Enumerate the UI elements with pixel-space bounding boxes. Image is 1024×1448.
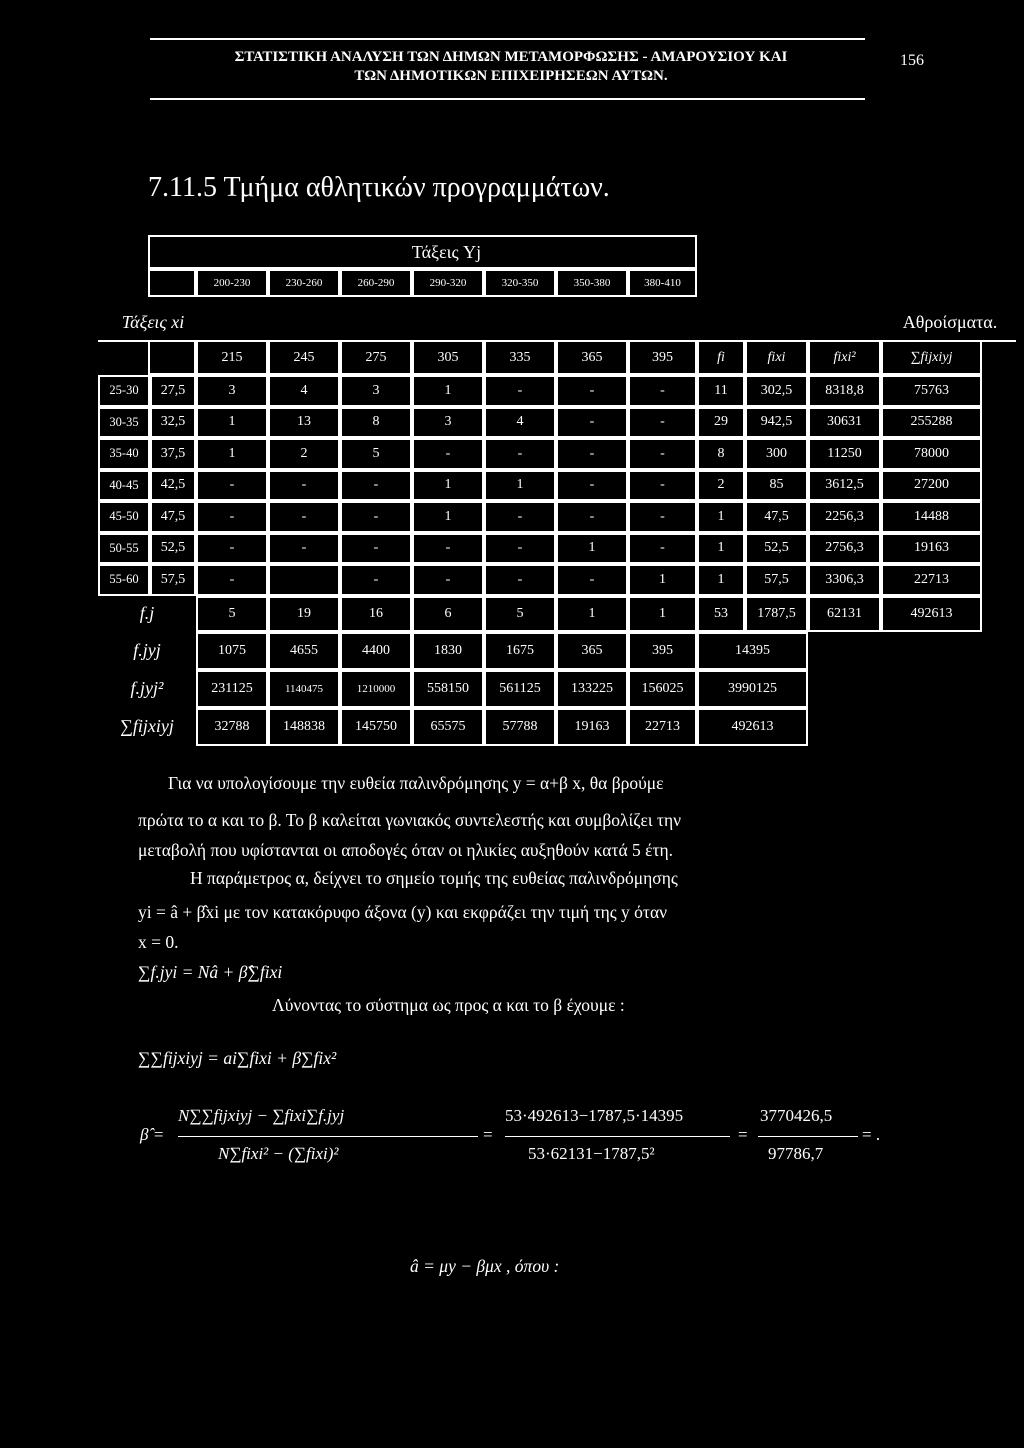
y-class-cell: 380-410 [628, 269, 697, 297]
freq-cell: - [340, 533, 412, 565]
freq-cell: 4 [484, 407, 556, 439]
freq-cell: - [628, 438, 697, 470]
grand-total-cell: 62131 [808, 596, 881, 632]
grand-total-cell: 53 [697, 596, 745, 632]
beta-numerator-formula: N∑∑fijxiyj − ∑fixi∑f.jyj [178, 1106, 345, 1125]
row-sum-cell: 11250 [808, 438, 881, 470]
column-total-cell: 231125 [196, 670, 268, 708]
column-total-cell: 32788 [196, 708, 268, 746]
row-sum-cell: 942,5 [745, 407, 808, 439]
y-mid-cell: 335 [484, 340, 556, 375]
row-sum-cell: 47,5 [745, 501, 808, 533]
column-total-cell: 57788 [484, 708, 556, 746]
beta-fraction-bar-2 [505, 1136, 730, 1137]
y-classes-title: Τάξεις Yj [411, 241, 482, 262]
freq-cell: - [196, 501, 268, 533]
freq-cell: 1 [628, 564, 697, 596]
freq-cell: - [340, 501, 412, 533]
freq-cell: 2 [268, 438, 340, 470]
x-mid-cell: 27,5 [150, 375, 196, 407]
freq-cell: 4 [268, 375, 340, 407]
equals-sign-1: = [483, 1125, 493, 1144]
freq-cell [268, 564, 340, 596]
row-sum-cell: 1 [697, 564, 745, 596]
x-mid-cell: 47,5 [150, 501, 196, 533]
freq-cell: 1 [484, 470, 556, 502]
freq-cell: - [628, 407, 697, 439]
grand-total-cell: 3990125 [697, 670, 808, 708]
freq-cell: - [484, 375, 556, 407]
freq-cell: - [484, 438, 556, 470]
equation-normal-2: ∑∑fijxiyj = ai∑fixi + β∑fix² [138, 1048, 337, 1068]
column-total-cell: 5 [484, 596, 556, 632]
freq-cell: 1 [196, 407, 268, 439]
column-total-cell: 148838 [268, 708, 340, 746]
row-sum-cell: 1 [697, 533, 745, 565]
freq-cell: 1 [556, 533, 628, 565]
row-sum-cell: 8 [697, 438, 745, 470]
column-total-cell: 145750 [340, 708, 412, 746]
column-total-cell: 1 [556, 596, 628, 632]
corner-cell-2 [148, 340, 196, 375]
row-sum-cell: 2756,3 [808, 533, 881, 565]
totals-title: Αθροίσματα. [902, 311, 998, 332]
sum-header-cell: fi [697, 340, 745, 375]
row-sum-cell: 3612,5 [808, 470, 881, 502]
freq-cell: - [628, 501, 697, 533]
grand-total-cell: 14395 [697, 632, 808, 670]
y-mid-cell: 275 [340, 340, 412, 375]
sum-header-cell: fixi [745, 340, 808, 375]
row-sum-cell: 27200 [881, 470, 982, 502]
freq-cell: - [628, 375, 697, 407]
freq-cell: - [484, 564, 556, 596]
y-class-cell: 290-320 [412, 269, 484, 297]
freq-cell: - [556, 501, 628, 533]
column-total-cell: 4655 [268, 632, 340, 670]
row-sum-cell: 14488 [881, 501, 982, 533]
row-sum-cell: 302,5 [745, 375, 808, 407]
freq-cell: 3 [340, 375, 412, 407]
freq-cell: - [484, 533, 556, 565]
column-total-cell: 133225 [556, 670, 628, 708]
bottom-row-label: ∑fijxiyj [120, 716, 174, 736]
header-line-1: ΣΤΑΤΙΣΤΙΚΗ ΑΝΑΛΥΣΗ ΤΩΝ ΔΗΜΩΝ ΜΕΤΑΜΟΡΦΩΣΗΣ - ΑΜΑΡΟΥΣΙΟΥ ΚΑΙ [234, 49, 788, 65]
freq-cell: - [556, 564, 628, 596]
freq-cell: 13 [268, 407, 340, 439]
beta-denominator-numeric: 53·62131−1787,5² [528, 1144, 655, 1163]
y-class-cell: 260-290 [340, 269, 412, 297]
x-mid-cell: 42,5 [150, 470, 196, 502]
beta-fraction-bar-1 [178, 1136, 478, 1137]
beta-denominator-formula: N∑fixi² − (∑fixi)² [218, 1144, 339, 1163]
x-class-cell: 35-40 [98, 438, 150, 470]
column-total-cell: 365 [556, 632, 628, 670]
column-total-cell: 19163 [556, 708, 628, 746]
para-2-line-3: x = 0. [138, 932, 179, 952]
column-total-cell: 5 [196, 596, 268, 632]
x-mid-cell: 52,5 [150, 533, 196, 565]
column-total-cell: 4400 [340, 632, 412, 670]
freq-cell: - [556, 407, 628, 439]
row-sum-cell: 19163 [881, 533, 982, 565]
solve-statement: Λύνοντας το σύστημα ως προς α και το β έχουμε : [272, 995, 625, 1015]
freq-cell: - [484, 501, 556, 533]
freq-cell: 1 [196, 438, 268, 470]
freq-cell: - [268, 533, 340, 565]
column-total-cell: 6 [412, 596, 484, 632]
x-mid-cell: 57,5 [150, 564, 196, 596]
para-2-line-1: Η παράμετρος α, δείχνει το σημείο τομής της ευθείας παλινδρόμησης [190, 868, 678, 888]
x-class-cell: 45-50 [98, 501, 150, 533]
row-sum-cell: 3306,3 [808, 564, 881, 596]
bottom-row-label: f.j [139, 603, 155, 623]
row-sum-cell: 30631 [808, 407, 881, 439]
x-class-cell: 55-60 [98, 564, 150, 596]
y-class-cell: 350-380 [556, 269, 628, 297]
column-total-cell: 395 [628, 632, 697, 670]
freq-cell: 8 [340, 407, 412, 439]
y-mid-cell: 215 [196, 340, 268, 375]
row-sum-cell: 75763 [881, 375, 982, 407]
equation-normal-1: ∑f.jyi = Nâ + β̂∑fixi [138, 962, 283, 982]
freq-cell: - [556, 375, 628, 407]
sum-header-cell: ∑fijxiyj [881, 340, 982, 375]
column-total-cell: 1140475 [268, 670, 340, 708]
header-rule-top [150, 38, 865, 40]
y-class-cell: 320-350 [484, 269, 556, 297]
beta-denominator-result: 97786,7 [768, 1144, 824, 1163]
column-total-cell: 1075 [196, 632, 268, 670]
para-1-line-3: μεταβολή που υφίστανται οι αποδογές όταν οι ηλικίες αυξηθούν κατά 5 έτη. [138, 840, 674, 860]
column-total-cell: 19 [268, 596, 340, 632]
freq-cell: - [556, 470, 628, 502]
x-class-cell: 30-35 [98, 407, 150, 439]
x-classes-title: Τάξεις xi [121, 311, 185, 332]
beta-numerator-numeric: 53·492613−1787,5·14395 [505, 1106, 684, 1125]
bottom-row-label: f.jyj² [130, 678, 164, 698]
column-total-cell: 561125 [484, 670, 556, 708]
beta-lhs: β̂ = [140, 1125, 165, 1144]
freq-cell: - [412, 438, 484, 470]
grand-total-cell: 492613 [697, 708, 808, 746]
alpha-formula: â = μy − βμx , όπου : [410, 1256, 560, 1276]
freq-cell: 5 [340, 438, 412, 470]
freq-cell: - [196, 564, 268, 596]
column-total-cell: 1 [628, 596, 697, 632]
equals-sign-2: = [738, 1125, 748, 1144]
row-sum-cell: 52,5 [745, 533, 808, 565]
x-class-cell: 25-30 [98, 375, 150, 407]
freq-cell: - [412, 564, 484, 596]
corner-cell [148, 269, 196, 297]
freq-cell: - [196, 470, 268, 502]
column-total-cell: 65575 [412, 708, 484, 746]
header-line-2: ΤΩΝ ΔΗΜΟΤΙΚΩΝ ΕΠΙΧΕΙΡΗΣΕΩΝ ΑΥΤΩΝ. [354, 68, 668, 84]
column-total-cell: 156025 [628, 670, 697, 708]
freq-cell: - [628, 470, 697, 502]
row-sum-cell: 8318,8 [808, 375, 881, 407]
row-sum-cell: 85 [745, 470, 808, 502]
row-sum-cell: 57,5 [745, 564, 808, 596]
row-sum-cell: 22713 [881, 564, 982, 596]
freq-cell: - [412, 533, 484, 565]
para-1-line-2: πρώτα το α και το β. Το β καλείται γωνιακός συντελεστής και συμβολίζει την [138, 810, 682, 830]
para-2-line-2: yi = â + β̂xi με τον κατακόρυφο άξονα (y) και εκφράζει την τιμή της y όταν [138, 902, 668, 922]
header-rule-bottom [150, 98, 865, 100]
grand-total-cell: 1787,5 [745, 596, 808, 632]
column-total-cell: 1675 [484, 632, 556, 670]
x-class-cell: 40-45 [98, 470, 150, 502]
row-sum-cell: 78000 [881, 438, 982, 470]
row-sum-cell: 11 [697, 375, 745, 407]
row-sum-cell: 255288 [881, 407, 982, 439]
grand-total-cell: 492613 [881, 596, 982, 632]
beta-numerator-result: 3770426,5 [760, 1106, 833, 1125]
freq-cell: 3 [412, 407, 484, 439]
freq-cell: 1 [412, 501, 484, 533]
column-total-cell: 16 [340, 596, 412, 632]
freq-cell: 3 [196, 375, 268, 407]
beta-tail: = . [862, 1125, 881, 1144]
column-total-cell: 558150 [412, 670, 484, 708]
y-mid-cell: 365 [556, 340, 628, 375]
column-total-cell: 1830 [412, 632, 484, 670]
freq-cell: - [556, 438, 628, 470]
freq-cell: - [340, 470, 412, 502]
para-1-line-1: Για να υπολογίσουμε την ευθεία παλινδρόμησης y = α+β x, θα βρούμε [168, 773, 664, 793]
row-sum-cell: 2256,3 [808, 501, 881, 533]
column-total-cell: 1210000 [340, 670, 412, 708]
row-sum-cell: 29 [697, 407, 745, 439]
page-number: 156 [900, 52, 924, 69]
y-mid-cell: 245 [268, 340, 340, 375]
row-sum-cell: 1 [697, 501, 745, 533]
beta-fraction-bar-3 [758, 1136, 858, 1137]
row-sum-cell: 2 [697, 470, 745, 502]
freq-cell: 1 [412, 375, 484, 407]
freq-cell: - [268, 501, 340, 533]
running-header [150, 48, 872, 86]
y-class-cell: 230-260 [268, 269, 340, 297]
freq-cell: - [268, 470, 340, 502]
row-sum-cell: 300 [745, 438, 808, 470]
y-mid-cell: 395 [628, 340, 697, 375]
x-class-cell: 50-55 [98, 533, 150, 565]
freq-cell: - [340, 564, 412, 596]
section-title: 7.11.5 Τμήμα αθλητικών προγραμμάτων. [148, 172, 610, 203]
x-mid-cell: 32,5 [150, 407, 196, 439]
y-mid-cell: 305 [412, 340, 484, 375]
x-mid-cell: 37,5 [150, 438, 196, 470]
freq-cell: 1 [412, 470, 484, 502]
y-class-cell: 200-230 [196, 269, 268, 297]
sum-header-cell: fixi² [808, 340, 881, 375]
freq-cell: - [628, 533, 697, 565]
column-total-cell: 22713 [628, 708, 697, 746]
bottom-row-label: f.jyj [133, 640, 161, 660]
freq-cell: - [196, 533, 268, 565]
